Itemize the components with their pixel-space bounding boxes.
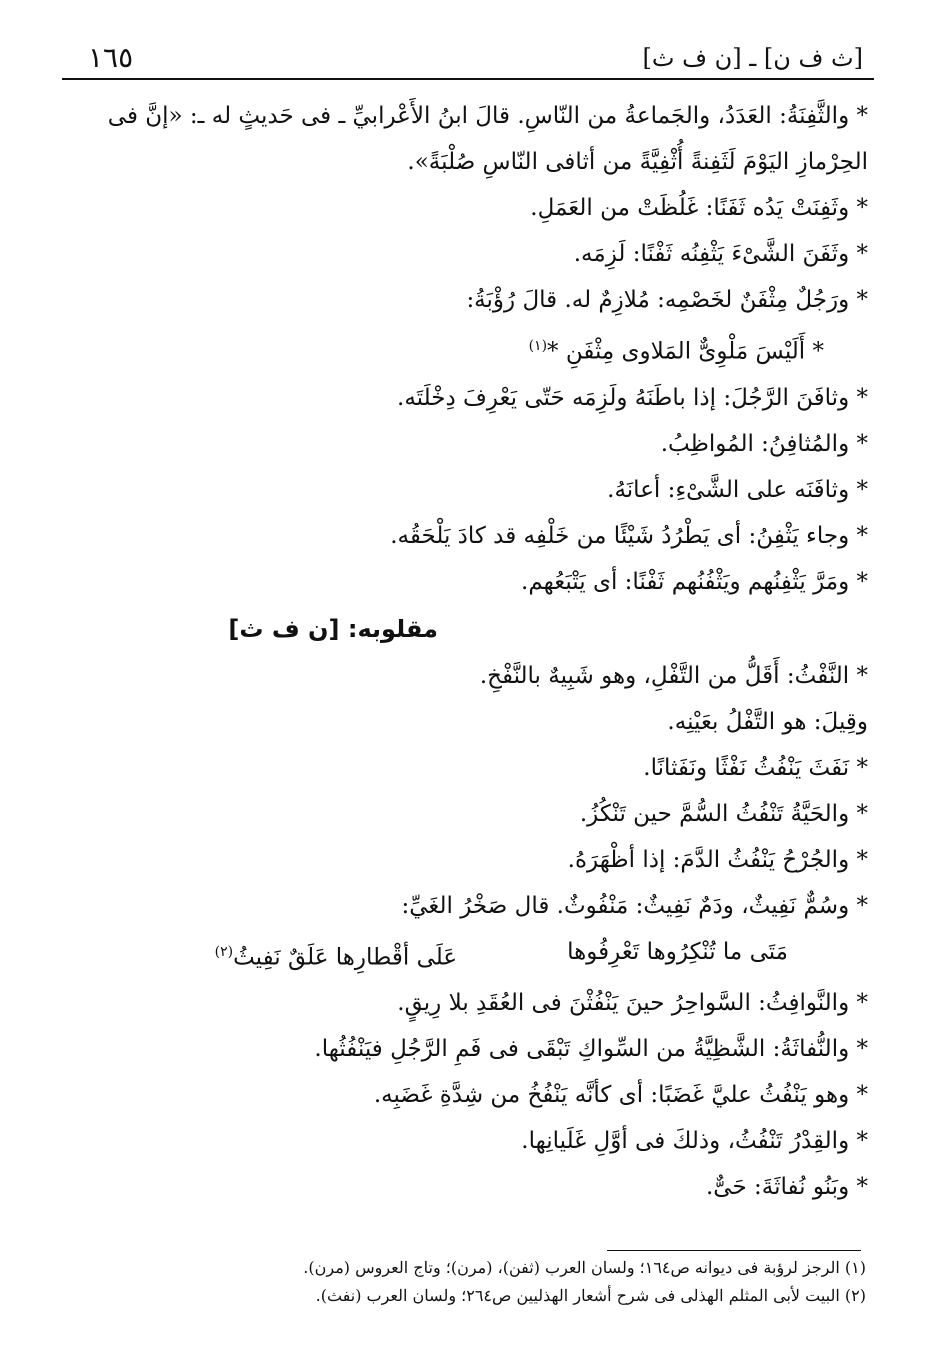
running-head: [ث ف ن] ـ [ن ف ث] <box>642 44 863 72</box>
entry-line: * وثَفَنَ الشَّىْءَ يَثْفِنُه ثَفْنًا: لَزِمَه. <box>573 241 868 267</box>
entry-line: * وسُمٌّ نَفِيثٌ، ودَمٌ نَفِيثٌ: مَنْفُوثٌ. قال صَخْرُ الغَيِّ: <box>401 892 868 919</box>
entry-line: * والنُّفاثَةُ: الشَّظِيَّةُ من السِّواكِ تَبْقَى فى فَمِ الرَّجُلِ فيَنْفُثُها. <box>314 1036 868 1063</box>
entry-line: * النَّفْثُ: أَقَلُّ من التَّفْلِ، وهو شَبِيهٌ بالنَّفْخِ. <box>479 662 868 689</box>
poem-verse <box>62 929 868 981</box>
entry-line: * وثَفِنَتْ يَدُه ثَفَنًا: غَلُظَتْ من العَمَلِ. <box>530 195 868 221</box>
footnotes <box>220 1254 866 1310</box>
verse-line <box>62 323 868 375</box>
entry-line: * والمُثافِنُ: المُواظِبُ. <box>660 430 868 457</box>
page-number: ١٦٥ <box>88 41 134 74</box>
entry-line: * وبَنُو نُفاثَةَ: حَىٌّ. <box>706 1174 868 1201</box>
section-heading: مقلوبه: [ن ف ث] <box>228 614 438 643</box>
entry-body <box>62 93 868 1210</box>
footnote: (١) الرجز لرؤبة فى ديوانه ص١٦٤؛ ولسان العرب (ثفن)، (مرن)؛ وتاج العروس (مرن). <box>303 1258 866 1277</box>
entry-line: وقِيلَ: هو التَّفْلُ بعَيْنِه. <box>667 708 868 735</box>
footnote-rule <box>607 1250 861 1251</box>
entry-line: * والثَّفِنَةُ: العَدَدُ، والجَماعةُ من النّاسِ. قالَ ابنُ الأَعْرابيِّ ـ فى حَديثٍ له ـ: «إنَّ فى <box>107 103 868 129</box>
entry-line: الحِرْمازِ اليَوْمَ لَثَفِنةً أُثْفِيَّةً من أثافى النّاسِ صُلْبَةً». <box>407 149 868 175</box>
entry-line: * والجُرْحُ يَنْفُثُ الدَّمَ: إذا أظْهَرَهُ. <box>567 846 868 873</box>
entry-line: * وهو يَنْفُثُ عليَّ غَضَبًا: أى كأنَّه يَنْفُخُ من شِدَّةِ غَضَبِه. <box>373 1082 868 1109</box>
footnote-ref: (١) <box>528 338 548 354</box>
entry-line: * والحَيَّةُ تَنْفُثُ السُّمَّ حين تَنْكُزُ. <box>579 800 868 827</box>
entry-line: * والنَّوافِثُ: السَّواحِرُ حينَ يَنْفُثْنَ فى العُقَدِ بلا رِيقٍ. <box>397 990 868 1017</box>
verse-hemistich-left <box>215 929 458 981</box>
entry-line: * نَفَثَ يَنْفُثُ نَفْثًا ونَفَثانًا. <box>643 754 868 781</box>
verse-text: عَلَى أقْطارِها عَلَقٌ نَفِيثُ <box>233 944 458 971</box>
entry-line: * وثافَنَه على الشَّىْءِ: أعانَهُ. <box>607 476 868 503</box>
header-rule <box>62 78 874 80</box>
entry-line: * وجاء يَثْفِنُ: أى يَطْرُدُ شَيْئًا من خَلْفِه قد كادَ يَلْحَقُه. <box>390 522 868 549</box>
entry-line: * والقِدْرُ تَنْفُثُ، وذلكَ فى أوَّلِ غَلَيانِها. <box>521 1128 868 1155</box>
entry-line: * وثافَنَ الرَّجُلَ: إذا باطَنَهُ ولَزِمَه حَتّى يَعْرِفَ دِخْلَتَه. <box>397 384 868 411</box>
entry-line: * ومَرَّ يَثْفِنُهم ويَثْفُنُهم ثَفْنًا: أى يَتْبَعُهم. <box>521 568 868 595</box>
footnote: (٢) البيت لأبى المثلم الهذلى فى شرح أشعار الهذليين ص٢٦٤؛ ولسان العرب (نفث). <box>315 1286 866 1305</box>
footnote-ref: (٢) <box>214 943 234 960</box>
entry-line: * ورَجُلٌ مِثْفَنٌ لخَصْمِه: مُلازِمٌ له. قالَ رُؤْبَةُ: <box>466 287 868 313</box>
verse-hemistich-right: مَتَى ما تُنْكِرُوها تَعْرِفُوها <box>567 938 788 965</box>
verse-text: * أَلَيْسَ مَلْوِىٌّ المَلاوى مِثْفَنِ * <box>547 338 824 365</box>
